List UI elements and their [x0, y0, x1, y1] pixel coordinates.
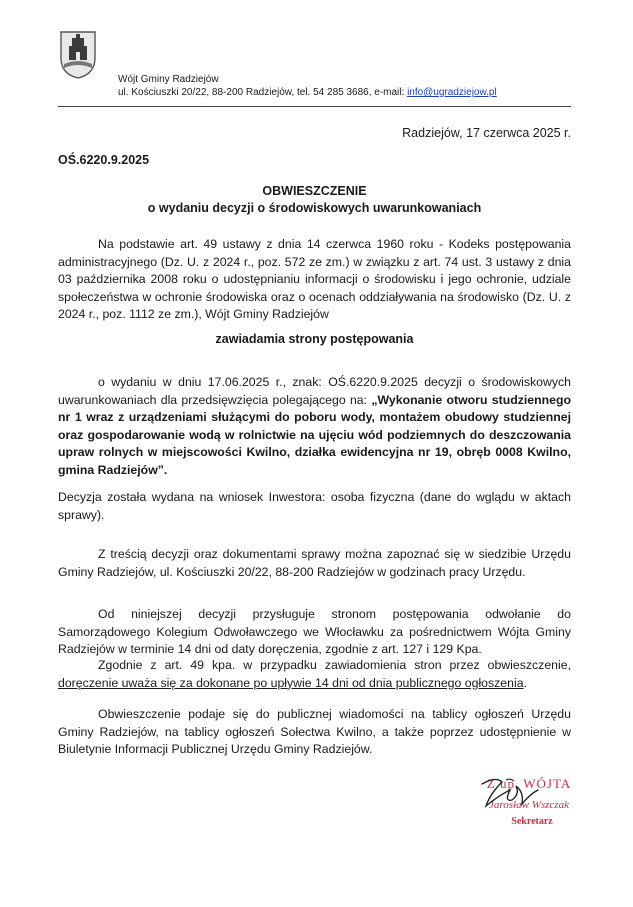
decision-subject: „Wykonanie otworu studziennego nr 1 wraz z urządzeniami służącymi do poboru wody, montażem obudowy studziennej oraz gospodarowanie wodą w rolnictwie na ujęciu wód podziemnych do deszczowania upraw rolnych w miejscowości Kwilno, działka ewidencyjna nr 19, obręb 0008 Kwilno, gmina Radziejów”. — [58, 392, 572, 477]
header-divider — [58, 106, 571, 107]
stamp-line-2: Jarosław Wszczak — [489, 799, 569, 811]
email-link[interactable]: info@ugradziejow.pl — [407, 87, 497, 98]
delivery-text-a: Zgodnie z art. 49 kpa. w przypadku zawiadomienia stron przez obwieszczenie, — [98, 658, 571, 672]
handwritten-signature — [476, 772, 546, 822]
delivery-text-underlined: doręczenie uważa się za dokonane po upływie 14 dni od dnia publicznego ogłoszenia — [58, 675, 524, 690]
office-name: Wójt Gminy Radziejów — [118, 74, 219, 85]
office-address — [118, 86, 497, 99]
delivery-text-c: . — [523, 675, 527, 690]
stamp-line-3: Sekretarz — [511, 816, 553, 827]
paragraph-legal-basis: Na podstawie art. 49 ustawy z dnia 14 czerwca 1960 roku - Kodeks postępowania administracyjnego (Dz. U. z 2024 r., poz. 572 ze zm.) w związku z art. 74 ust. 3 ustawy z dnia 03 października 2008 roku o udostępnianiu informacji o środowisku i jego ochronie, udziale społeczeństwa w ochronie środowiska oraz o ocenach oddziaływania na środowisko (Dz. U. z 2024 r., poz. 1112 ze zm.), Wójt Gminy Radziejów — [58, 237, 571, 321]
decision-intro: o wydaniu w dniu 17.06.2025 r., znak: OŚ.6220.9.2025 decyzji o środowiskowych uwarunkowaniach dla przedsięwzięcia polegającego na: — [58, 375, 571, 407]
notice-heading: zawiadamia strony postępowania — [215, 332, 414, 346]
paragraph-decision — [58, 374, 571, 479]
reference-number: OŚ.6220.9.2025 — [58, 153, 150, 167]
paragraph-applicant: Decyzja została wydana na wniosek Inwestora: osoba fizyczna (dane do wglądu w aktach sprawy). — [58, 490, 571, 522]
municipal-crest-icon — [58, 28, 98, 80]
stamp-line-1: Z up. WÓJTA — [486, 776, 572, 791]
paragraph-access: Z treścią decyzji oraz dokumentami sprawy można zapoznać się w siedzibie Urzędu Gminy Radziejów, ul. Kościuszki 20/22, 88-200 Radziejów w godzinach pracy Urzędu. — [58, 547, 571, 579]
document-subtitle: o wydaniu decyzji o środowiskowych uwarunkowaniach — [147, 201, 482, 215]
paragraph-appeal: Od niniejszej decyzji przysługuje stronom postępowania odwołanie do Samorządowego Kolegium Odwoławczego we Włocławku za pośrednictwem Wójta Gminy Radziejów w terminie 14 dni od daty doręczenia, zgodnie z art. 127 i 129 Kpa. — [58, 607, 571, 656]
paragraph-publication: Obwieszczenie podaje się do publicznej wiadomości na tablicy ogłoszeń Urzędu Gminy Radziejów, na tablicy ogłoszeń Sołectwa Kwilno, a także poprzez udostępnienie w Biuletynie Informacji Publicznej Urzędu Gminy Radziejów. — [58, 707, 571, 756]
document-title: OBWIESZCZENIE — [262, 184, 367, 198]
date-line: Radziejów, 17 czerwca 2025 r. — [402, 126, 571, 140]
address-text: ul. Kościuszki 20/22, 88-200 Radziejów, tel. 54 285 3686, e-mail: — [118, 87, 408, 98]
paragraph-delivery — [58, 657, 571, 692]
